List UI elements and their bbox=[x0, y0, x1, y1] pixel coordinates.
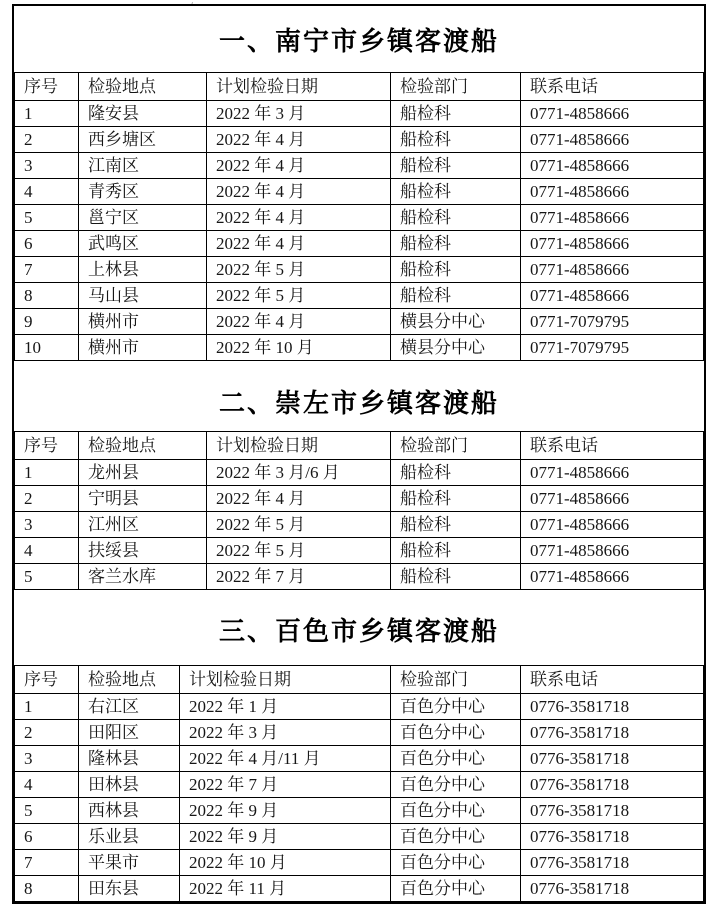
date-cell: 2022 年 10 月 bbox=[180, 850, 391, 876]
date-cell: 2022 年 5 月 bbox=[207, 538, 391, 564]
inspection-table-baise bbox=[14, 665, 704, 902]
phone-cell: 0771-4858666 bbox=[521, 460, 704, 486]
row-number-cell: 3 bbox=[15, 153, 79, 179]
row-number-cell: 7 bbox=[15, 257, 79, 283]
department-cell: 船检科 bbox=[391, 101, 521, 127]
section-nanning bbox=[14, 6, 704, 361]
location-cell: 隆安县 bbox=[79, 101, 207, 127]
row-number-cell: 1 bbox=[15, 694, 79, 720]
phone-cell: 0771-4858666 bbox=[521, 205, 704, 231]
location-cell: 乐业县 bbox=[79, 824, 180, 850]
column-header: 检验地点 bbox=[79, 666, 180, 694]
date-cell: 2022 年 5 月 bbox=[207, 257, 391, 283]
department-cell: 横县分中心 bbox=[391, 335, 521, 361]
location-cell: 江州区 bbox=[79, 512, 207, 538]
date-cell: 2022 年 4 月 bbox=[207, 486, 391, 512]
department-cell: 百色分中心 bbox=[391, 720, 521, 746]
row-number-cell: 4 bbox=[15, 179, 79, 205]
table-row bbox=[15, 101, 704, 127]
phone-cell: 0771-4858666 bbox=[521, 486, 704, 512]
location-cell: 客兰水库 bbox=[79, 564, 207, 590]
inspection-table-nanning bbox=[14, 72, 704, 361]
table-row bbox=[15, 746, 704, 772]
date-cell: 2022 年 10 月 bbox=[207, 335, 391, 361]
column-header: 联系电话 bbox=[521, 432, 704, 460]
date-cell: 2022 年 4 月 bbox=[207, 153, 391, 179]
date-cell: 2022 年 3 月 bbox=[180, 720, 391, 746]
department-cell: 百色分中心 bbox=[391, 694, 521, 720]
department-cell: 船检科 bbox=[391, 257, 521, 283]
date-cell: 2022 年 9 月 bbox=[180, 798, 391, 824]
date-cell: 2022 年 4 月 bbox=[207, 179, 391, 205]
department-cell: 百色分中心 bbox=[391, 824, 521, 850]
date-cell: 2022 年 4 月/11 月 bbox=[180, 746, 391, 772]
phone-cell: 0776-3581718 bbox=[521, 720, 704, 746]
date-cell: 2022 年 7 月 bbox=[180, 772, 391, 798]
phone-cell: 0771-7079795 bbox=[521, 309, 704, 335]
phone-cell: 0771-4858666 bbox=[521, 257, 704, 283]
phone-cell: 0776-3581718 bbox=[521, 694, 704, 720]
date-cell: 2022 年 4 月 bbox=[207, 231, 391, 257]
table-row bbox=[15, 564, 704, 590]
department-cell: 百色分中心 bbox=[391, 772, 521, 798]
department-cell: 百色分中心 bbox=[391, 798, 521, 824]
table-row bbox=[15, 309, 704, 335]
column-header: 序号 bbox=[15, 432, 79, 460]
table-row bbox=[15, 127, 704, 153]
department-cell: 船检科 bbox=[391, 127, 521, 153]
table-row bbox=[15, 205, 704, 231]
location-cell: 右江区 bbox=[79, 694, 180, 720]
department-cell: 船检科 bbox=[391, 283, 521, 309]
table-row bbox=[15, 512, 704, 538]
phone-cell: 0771-4858666 bbox=[521, 538, 704, 564]
row-number-cell: 8 bbox=[15, 876, 79, 902]
row-number-cell: 2 bbox=[15, 720, 79, 746]
section-chongzuo bbox=[14, 361, 704, 590]
column-header: 检验部门 bbox=[391, 73, 521, 101]
location-cell: 平果市 bbox=[79, 850, 180, 876]
table-row bbox=[15, 486, 704, 512]
date-cell: 2022 年 11 月 bbox=[180, 876, 391, 902]
department-cell: 船检科 bbox=[391, 460, 521, 486]
location-cell: 马山县 bbox=[79, 283, 207, 309]
column-header: 检验部门 bbox=[391, 666, 521, 694]
row-number-cell: 4 bbox=[15, 772, 79, 798]
location-cell: 西乡塘区 bbox=[79, 127, 207, 153]
row-number-cell: 5 bbox=[15, 798, 79, 824]
row-number-cell: 5 bbox=[15, 564, 79, 590]
table-row bbox=[15, 824, 704, 850]
row-number-cell: 3 bbox=[15, 746, 79, 772]
location-cell: 西林县 bbox=[79, 798, 180, 824]
column-header: 计划检验日期 bbox=[207, 432, 391, 460]
table-row bbox=[15, 772, 704, 798]
phone-cell: 0771-4858666 bbox=[521, 564, 704, 590]
column-header: 序号 bbox=[15, 666, 79, 694]
phone-cell: 0771-4858666 bbox=[521, 101, 704, 127]
phone-cell: 0771-4858666 bbox=[521, 153, 704, 179]
phone-cell: 0771-4858666 bbox=[521, 231, 704, 257]
header-row bbox=[15, 432, 704, 460]
table-row bbox=[15, 460, 704, 486]
location-cell: 横州市 bbox=[79, 335, 207, 361]
row-number-cell: 5 bbox=[15, 205, 79, 231]
date-cell: 2022 年 3 月/6 月 bbox=[207, 460, 391, 486]
table-row bbox=[15, 720, 704, 746]
row-number-cell: 8 bbox=[15, 283, 79, 309]
inspection-table-chongzuo bbox=[14, 431, 704, 590]
date-cell: 2022 年 3 月 bbox=[207, 101, 391, 127]
row-number-cell: 6 bbox=[15, 231, 79, 257]
location-cell: 隆林县 bbox=[79, 746, 180, 772]
date-cell: 2022 年 5 月 bbox=[207, 283, 391, 309]
phone-cell: 0776-3581718 bbox=[521, 850, 704, 876]
location-cell: 田东县 bbox=[79, 876, 180, 902]
row-number-cell: 3 bbox=[15, 512, 79, 538]
column-header: 计划检验日期 bbox=[207, 73, 391, 101]
header-row bbox=[15, 666, 704, 694]
phone-cell: 0771-4858666 bbox=[521, 127, 704, 153]
row-number-cell: 2 bbox=[15, 127, 79, 153]
phone-cell: 0776-3581718 bbox=[521, 824, 704, 850]
column-header: 联系电话 bbox=[521, 666, 704, 694]
date-cell: 2022 年 5 月 bbox=[207, 512, 391, 538]
date-cell: 2022 年 7 月 bbox=[207, 564, 391, 590]
column-header: 检验地点 bbox=[79, 432, 207, 460]
table-row bbox=[15, 153, 704, 179]
location-cell: 扶绥县 bbox=[79, 538, 207, 564]
department-cell: 船检科 bbox=[391, 205, 521, 231]
phone-cell: 0771-4858666 bbox=[521, 512, 704, 538]
section-title-baise: 三、百色市乡镇客渡船 bbox=[218, 617, 499, 646]
section-title-nanning: 一、南宁市乡镇客渡船 bbox=[218, 27, 499, 56]
department-cell: 船检科 bbox=[391, 231, 521, 257]
row-number-cell: 1 bbox=[15, 460, 79, 486]
location-cell: 宁明县 bbox=[79, 486, 207, 512]
location-cell: 邕宁区 bbox=[79, 205, 207, 231]
table-row bbox=[15, 876, 704, 902]
department-cell: 船检科 bbox=[391, 538, 521, 564]
phone-cell: 0771-4858666 bbox=[521, 179, 704, 205]
row-number-cell: 1 bbox=[15, 101, 79, 127]
phone-cell: 0776-3581718 bbox=[521, 772, 704, 798]
table-row bbox=[15, 798, 704, 824]
column-header: 计划检验日期 bbox=[180, 666, 391, 694]
table-row bbox=[15, 257, 704, 283]
column-header: 检验地点 bbox=[79, 73, 207, 101]
department-cell: 百色分中心 bbox=[391, 876, 521, 902]
department-cell: 船检科 bbox=[391, 564, 521, 590]
date-cell: 2022 年 4 月 bbox=[207, 309, 391, 335]
location-cell: 田林县 bbox=[79, 772, 180, 798]
location-cell: 武鸣区 bbox=[79, 231, 207, 257]
location-cell: 横州市 bbox=[79, 309, 207, 335]
table-row bbox=[15, 335, 704, 361]
section-title-chongzuo: 二、崇左市乡镇客渡船 bbox=[218, 389, 499, 418]
department-cell: 船检科 bbox=[391, 512, 521, 538]
row-number-cell: 7 bbox=[15, 850, 79, 876]
location-cell: 田阳区 bbox=[79, 720, 180, 746]
inspection-schedule-document bbox=[12, 4, 706, 904]
department-cell: 横县分中心 bbox=[391, 309, 521, 335]
column-header: 序号 bbox=[15, 73, 79, 101]
location-cell: 青秀区 bbox=[79, 179, 207, 205]
department-cell: 船检科 bbox=[391, 179, 521, 205]
phone-cell: 0771-4858666 bbox=[521, 283, 704, 309]
location-cell: 上林县 bbox=[79, 257, 207, 283]
row-number-cell: 9 bbox=[15, 309, 79, 335]
phone-cell: 0776-3581718 bbox=[521, 876, 704, 902]
header-row bbox=[15, 73, 704, 101]
department-cell: 船检科 bbox=[391, 153, 521, 179]
row-number-cell: 2 bbox=[15, 486, 79, 512]
date-cell: 2022 年 9 月 bbox=[180, 824, 391, 850]
date-cell: 2022 年 1 月 bbox=[180, 694, 391, 720]
table-row bbox=[15, 283, 704, 309]
row-number-cell: 4 bbox=[15, 538, 79, 564]
column-header: 检验部门 bbox=[391, 432, 521, 460]
location-cell: 江南区 bbox=[79, 153, 207, 179]
table-row bbox=[15, 538, 704, 564]
table-row bbox=[15, 694, 704, 720]
location-cell: 龙州县 bbox=[79, 460, 207, 486]
table-row bbox=[15, 231, 704, 257]
phone-cell: 0776-3581718 bbox=[521, 798, 704, 824]
phone-cell: 0776-3581718 bbox=[521, 746, 704, 772]
department-cell: 船检科 bbox=[391, 486, 521, 512]
phone-cell: 0771-7079795 bbox=[521, 335, 704, 361]
row-number-cell: 10 bbox=[15, 335, 79, 361]
row-number-cell: 6 bbox=[15, 824, 79, 850]
table-row bbox=[15, 850, 704, 876]
table-row bbox=[15, 179, 704, 205]
department-cell: 百色分中心 bbox=[391, 850, 521, 876]
department-cell: 百色分中心 bbox=[391, 746, 521, 772]
section-baise bbox=[14, 590, 704, 902]
date-cell: 2022 年 4 月 bbox=[207, 127, 391, 153]
column-header: 联系电话 bbox=[521, 73, 704, 101]
date-cell: 2022 年 4 月 bbox=[207, 205, 391, 231]
